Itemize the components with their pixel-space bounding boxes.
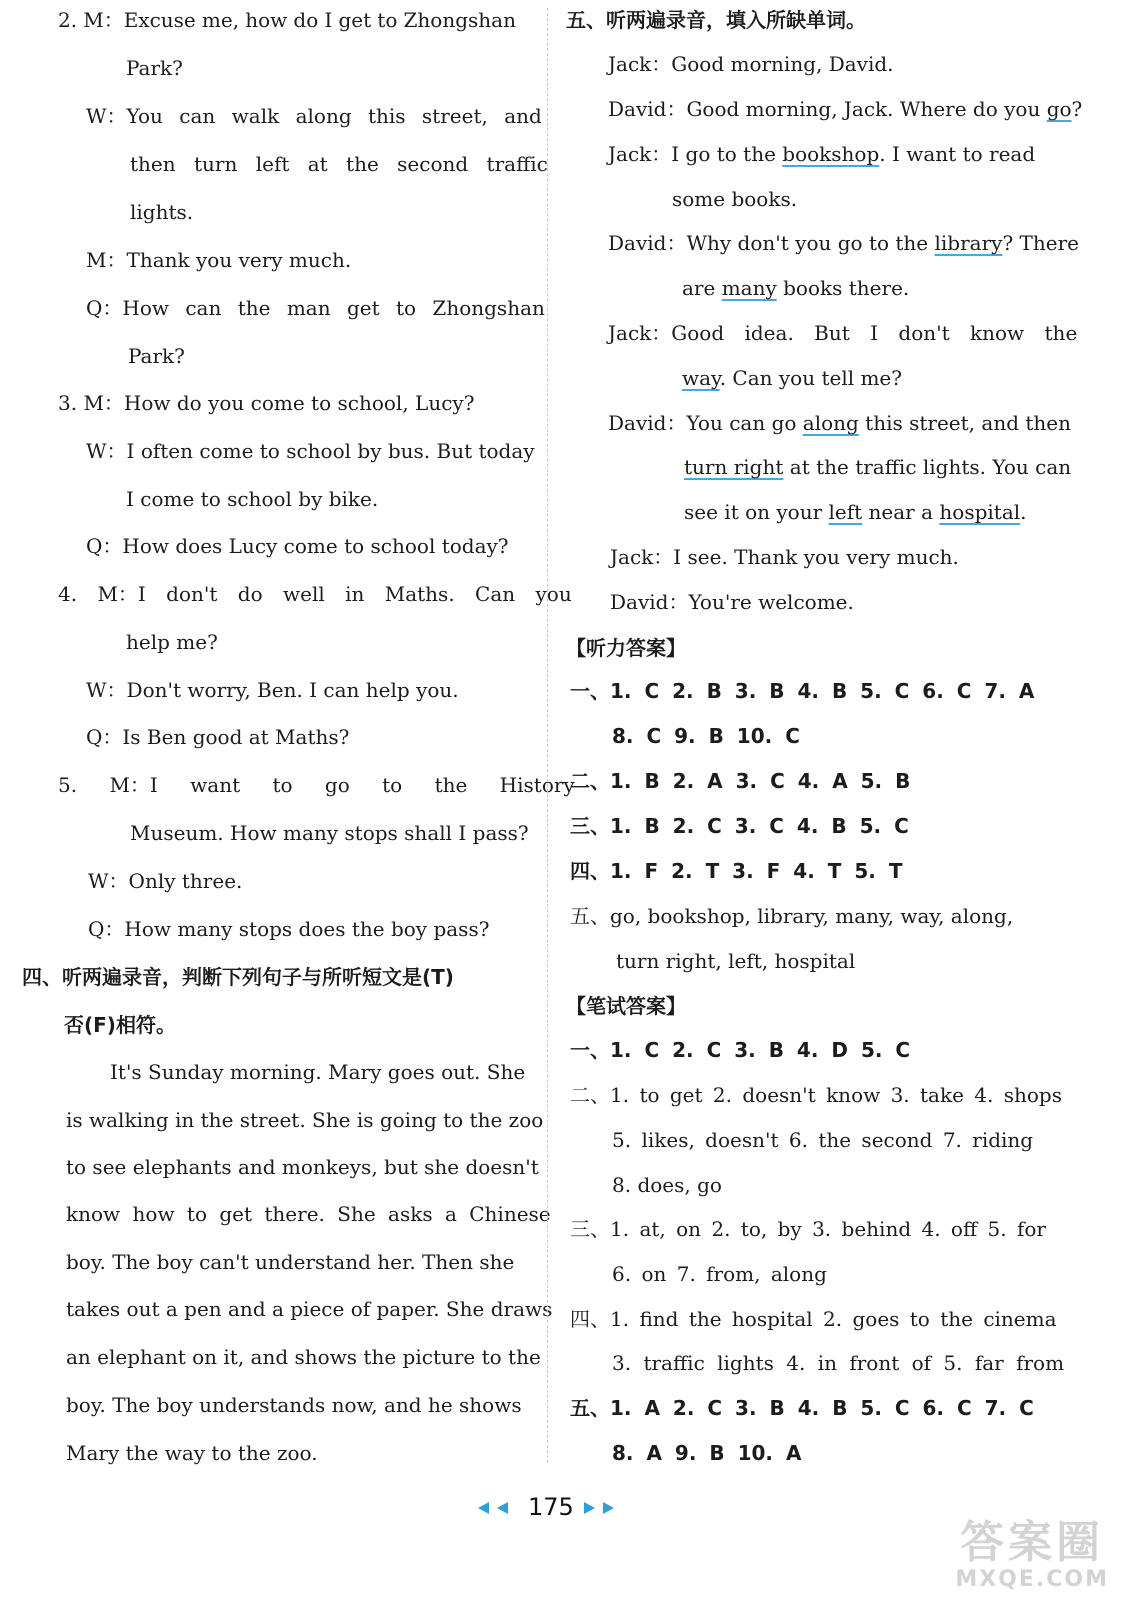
passage-line7: an elephant on it, and shows the picture to the (66, 1345, 541, 1369)
dialog-line13: David：You're welcome. (610, 590, 854, 614)
q5-line3: W：Only three. (88, 869, 243, 893)
blank-answer: way (682, 366, 720, 390)
blank-answer: turn right (684, 455, 784, 479)
written-answer-2c: 8. does, go (612, 1173, 722, 1197)
q4-line1: 4. M：I don't do well in Maths. Can you (58, 582, 572, 606)
dialog-line3: Jack：I go to the bookshop. I want to read (608, 142, 1036, 166)
q4-line4: Q：Is Ben good at Maths? (86, 725, 350, 749)
q4-line2: help me? (126, 630, 218, 654)
q3-line2: W：I often come to school by bus. But today (86, 439, 535, 463)
q2-line8: Park? (128, 344, 185, 368)
section4-title-cont: 否(F)相符。 (64, 1013, 176, 1037)
q3-line4: Q：How does Lucy come to school today? (86, 534, 509, 558)
passage-line8: boy. The boy understands now, and he shows (66, 1393, 522, 1417)
written-answer-4: 四、1. find the hospital 2. goes to the cinema (570, 1307, 1057, 1331)
q2-line1: 2. M：Excuse me, how do I get to Zhongshan (58, 8, 516, 32)
q2-line3: W：You can walk along this street, and (86, 104, 542, 128)
q2-line2: Park? (126, 56, 183, 80)
passage-line4: know how to get there. She asks a Chinese (66, 1202, 551, 1226)
written-answer-5: 五、1. A 2. C 3. B 4. B 5. C 6. C 7. C (570, 1396, 1034, 1420)
dialog-line5: David：Why don't you go to the library? There (608, 231, 1079, 255)
blank-answer: many (721, 276, 777, 300)
q5-line2: Museum. How many stops shall I pass? (130, 821, 529, 845)
q2-line7: Q：How can the man get to Zhongshan (86, 296, 545, 320)
q2-line6: M：Thank you very much. (86, 248, 352, 272)
watermark-url: MXQE.COM (955, 1567, 1109, 1592)
prev-arrow-icon (497, 1502, 508, 1514)
listening-answer-5b: turn right, left, hospital (616, 949, 856, 973)
q2-line5: lights. (130, 200, 194, 224)
written-answer-3b: 6. on 7. from, along (612, 1262, 827, 1286)
blank-answer: bookshop (782, 142, 880, 166)
written-answer-5b: 8. A 9. B 10. A (612, 1441, 802, 1465)
blank-answer: left (828, 500, 863, 524)
q2-line4: then turn left at the second traffic (130, 152, 548, 176)
written-answer-2b: 5. likes, doesn't 6. the second 7. riding (612, 1128, 1034, 1152)
passage-line9: Mary the way to the zoo. (66, 1441, 318, 1465)
blank-answer: library (934, 231, 1003, 255)
written-answer-2: 二、1. to get 2. doesn't know 3. take 4. shops (570, 1083, 1062, 1107)
passage-line1: It's Sunday morning. Mary goes out. She (110, 1060, 526, 1084)
listening-answer-2: 二、1. B 2. A 3. C 4. A 5. B (570, 769, 911, 793)
passage-line3: to see elephants and monkeys, but she doesn't (66, 1155, 539, 1179)
q3-line3: I come to school by bike. (126, 487, 379, 511)
dialog-line10: turn right at the traffic lights. You can (684, 455, 1072, 479)
dialog-line8: way. Can you tell me? (682, 366, 902, 390)
written-answer-1: 一、1. C 2. C 3. B 4. D 5. C (570, 1038, 911, 1062)
dialog-line1: Jack：Good morning, David. (608, 52, 894, 76)
listening-answer-1: 一、1. C 2. B 3. B 4. B 5. C 6. C 7. A (570, 679, 1035, 703)
dialog-line12: Jack：I see. Thank you very much. (610, 545, 959, 569)
passage-line6: takes out a pen and a piece of paper. She draws (66, 1297, 553, 1321)
listening-answer-3: 三、1. B 2. C 3. C 4. B 5. C (570, 814, 909, 838)
passage-line5: boy. The boy can't understand her. Then she (66, 1250, 515, 1274)
written-answer-3: 三、1. at, on 2. to, by 3. behind 4. off 5. for (570, 1217, 1046, 1241)
q5-line4: Q：How many stops does the boy pass? (88, 917, 490, 941)
listening-answer-5: 五、go, bookshop, library, many, way, along, (570, 904, 1014, 928)
dialog-line4: some books. (672, 187, 798, 211)
q3-line1: 3. M：How do you come to school, Lucy? (58, 391, 475, 415)
dialog-line9: David：You can go along this street, and then (608, 411, 1071, 435)
next-arrow-icon (603, 1502, 614, 1514)
dialog-line7: Jack：Good idea. But I don't know the (608, 321, 1078, 345)
prev-arrow-icon (478, 1502, 489, 1514)
next-arrow-icon (584, 1502, 595, 1514)
page-number: 175 (528, 1493, 574, 1521)
dialog-line6: are many books there. (682, 276, 910, 300)
dialog-line2: David：Good morning, Jack. Where do you go? (608, 97, 1083, 121)
watermark-logo (955, 1518, 1109, 1592)
listening-answers-title: 【听力答案】 (566, 636, 686, 660)
blank-answer: hospital (939, 500, 1021, 524)
passage-line2: is walking in the street. She is going to the zoo (66, 1108, 544, 1132)
section5-title: 五、听两遍录音，填入所缺单词。 (566, 8, 866, 32)
dialog-line11: see it on your left near a hospital. (684, 500, 1027, 524)
written-answers-title: 【笔试答案】 (566, 994, 686, 1018)
q5-line1: 5. M：I want to go to the History (58, 773, 575, 797)
column-divider (547, 8, 548, 1463)
watermark-text: 答案圈 (960, 1517, 1105, 1568)
listening-answer-1b: 8. C 9. B 10. C (612, 724, 800, 748)
listening-answer-4: 四、1. F 2. T 3. F 4. T 5. T (570, 859, 903, 883)
q4-line3: W：Don't worry, Ben. I can help you. (86, 678, 459, 702)
blank-answer: along (802, 411, 859, 435)
blank-answer: go (1046, 97, 1072, 121)
written-answer-4b: 3. traffic lights 4. in front of 5. far from (612, 1351, 1065, 1375)
section4-title: 四、听两遍录音，判断下列句子与所听短文是(T) (22, 965, 454, 989)
